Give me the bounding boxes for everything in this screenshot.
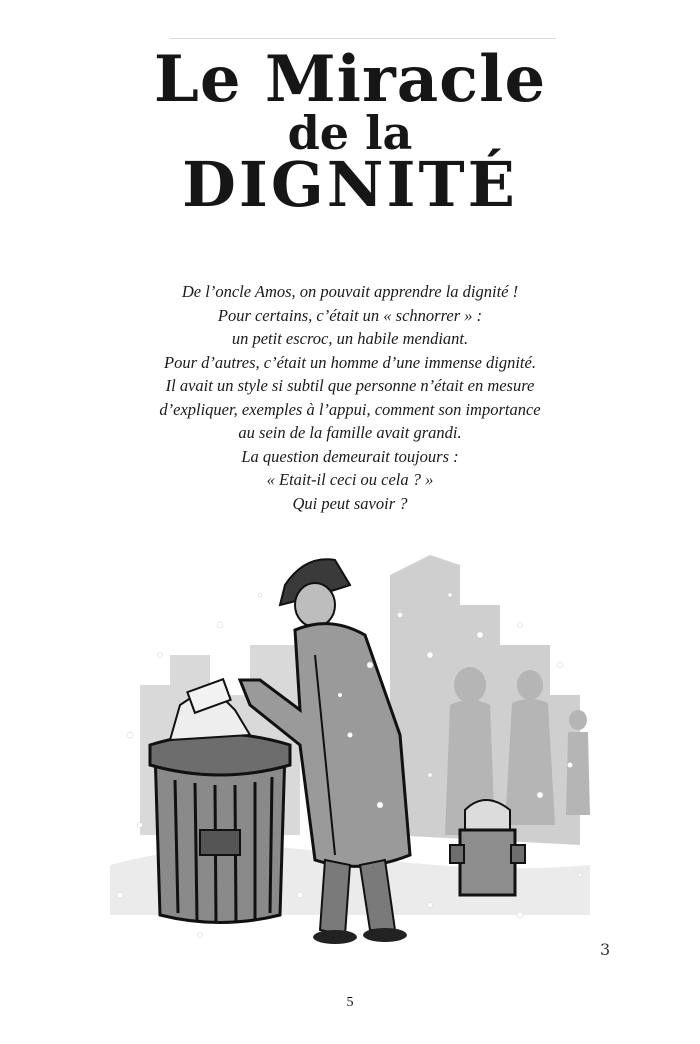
poem-line: Il avait un style si subtil que personne n’était en mesure bbox=[165, 376, 535, 395]
story-title bbox=[0, 42, 700, 221]
poem-text bbox=[0, 280, 700, 515]
poem-line: d’expliquer, exemples à l’appui, comment son importance bbox=[159, 399, 541, 419]
poem-line: La question demeurait toujours : bbox=[241, 446, 459, 466]
poem-line: au sein de la famille avait grandi. bbox=[238, 423, 462, 442]
poem-line: Pour certains, c’était un « schnorrer » : bbox=[217, 305, 483, 325]
snow-street-illustration bbox=[100, 535, 600, 955]
poem-line: Qui peut savoir ? bbox=[292, 493, 408, 513]
title-line-2: de la bbox=[287, 106, 413, 160]
top-rule bbox=[170, 38, 556, 39]
title-line-3: DIGNITÉ bbox=[182, 148, 518, 221]
page-number: 5 bbox=[346, 995, 354, 1010]
poem-line: un petit escroc, un habile mendiant. bbox=[231, 329, 469, 348]
poem-line: De l’oncle Amos, on pouvait apprendre la dignité ! bbox=[181, 282, 519, 301]
poem-line: « Etait-il ceci ou cela ? » bbox=[266, 470, 434, 489]
title-line-1: Le Miracle bbox=[153, 42, 547, 117]
poem-line: Pour d’autres, c’était un homme d’une immense dignité. bbox=[164, 352, 536, 372]
artist-mark: 3 bbox=[600, 940, 611, 959]
